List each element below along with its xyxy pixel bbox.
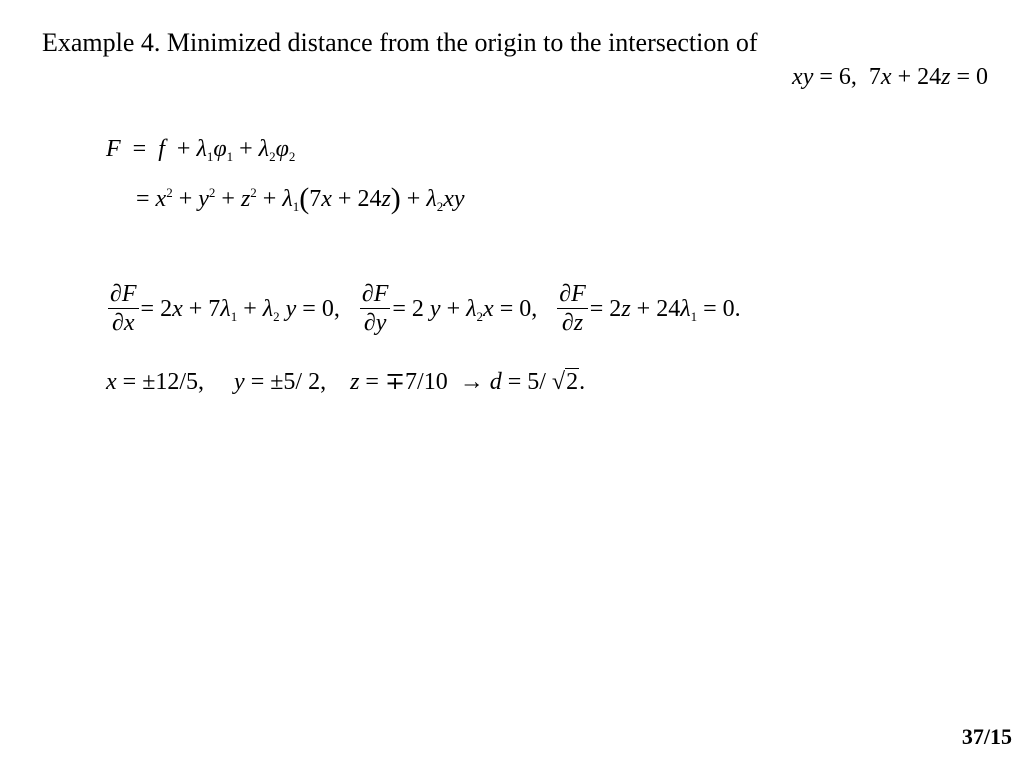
fraction-dF-dx: $\frac{\partial F}{\partial x}$ xyxy=(110,281,137,336)
partial-x: $\frac{\partial F}{\partial x}$ = $2x + 7\lambda_1 + \lambda_2$ y = 0, xyxy=(110,281,340,336)
square-root: √2 xyxy=(551,369,579,395)
partial-z: $\frac{\partial F}{\partial z}$ = $2z + 24\lambda_1 = 0$. xyxy=(559,281,741,336)
slide-title: Example 4. Minimized distance from the origin to the intersection of xyxy=(42,28,758,57)
lagrangian-expanded: = $x^2 + y^2 + z^2 + \lambda_1(7x + 24z) + \lambda_2xy$ xyxy=(136,182,465,215)
constraint-equations: xy = 6, 7x + 24z = 0 xyxy=(792,64,988,90)
fraction-dF-dy: $\frac{\partial F}{\partial y}$ xyxy=(361,281,389,336)
partial-derivative-equations xyxy=(106,280,741,337)
fraction-dF-dz: $\frac{\partial F}{\partial z}$ xyxy=(559,281,586,336)
lagrangian-definition: $F = f + \lambda_1\varphi_1 + \lambda_2\varphi_2$ xyxy=(106,136,296,164)
partial-y: $\frac{\partial F}{\partial y}$ = 2 $y + \lambda_2x = 0$, xyxy=(361,281,538,336)
page-number: 37/15 xyxy=(961,724,1012,749)
solution-equation: x = ±12/5, y = ±5/ 2, z = ∓7/10 → d = 5/ √2. xyxy=(106,369,586,395)
